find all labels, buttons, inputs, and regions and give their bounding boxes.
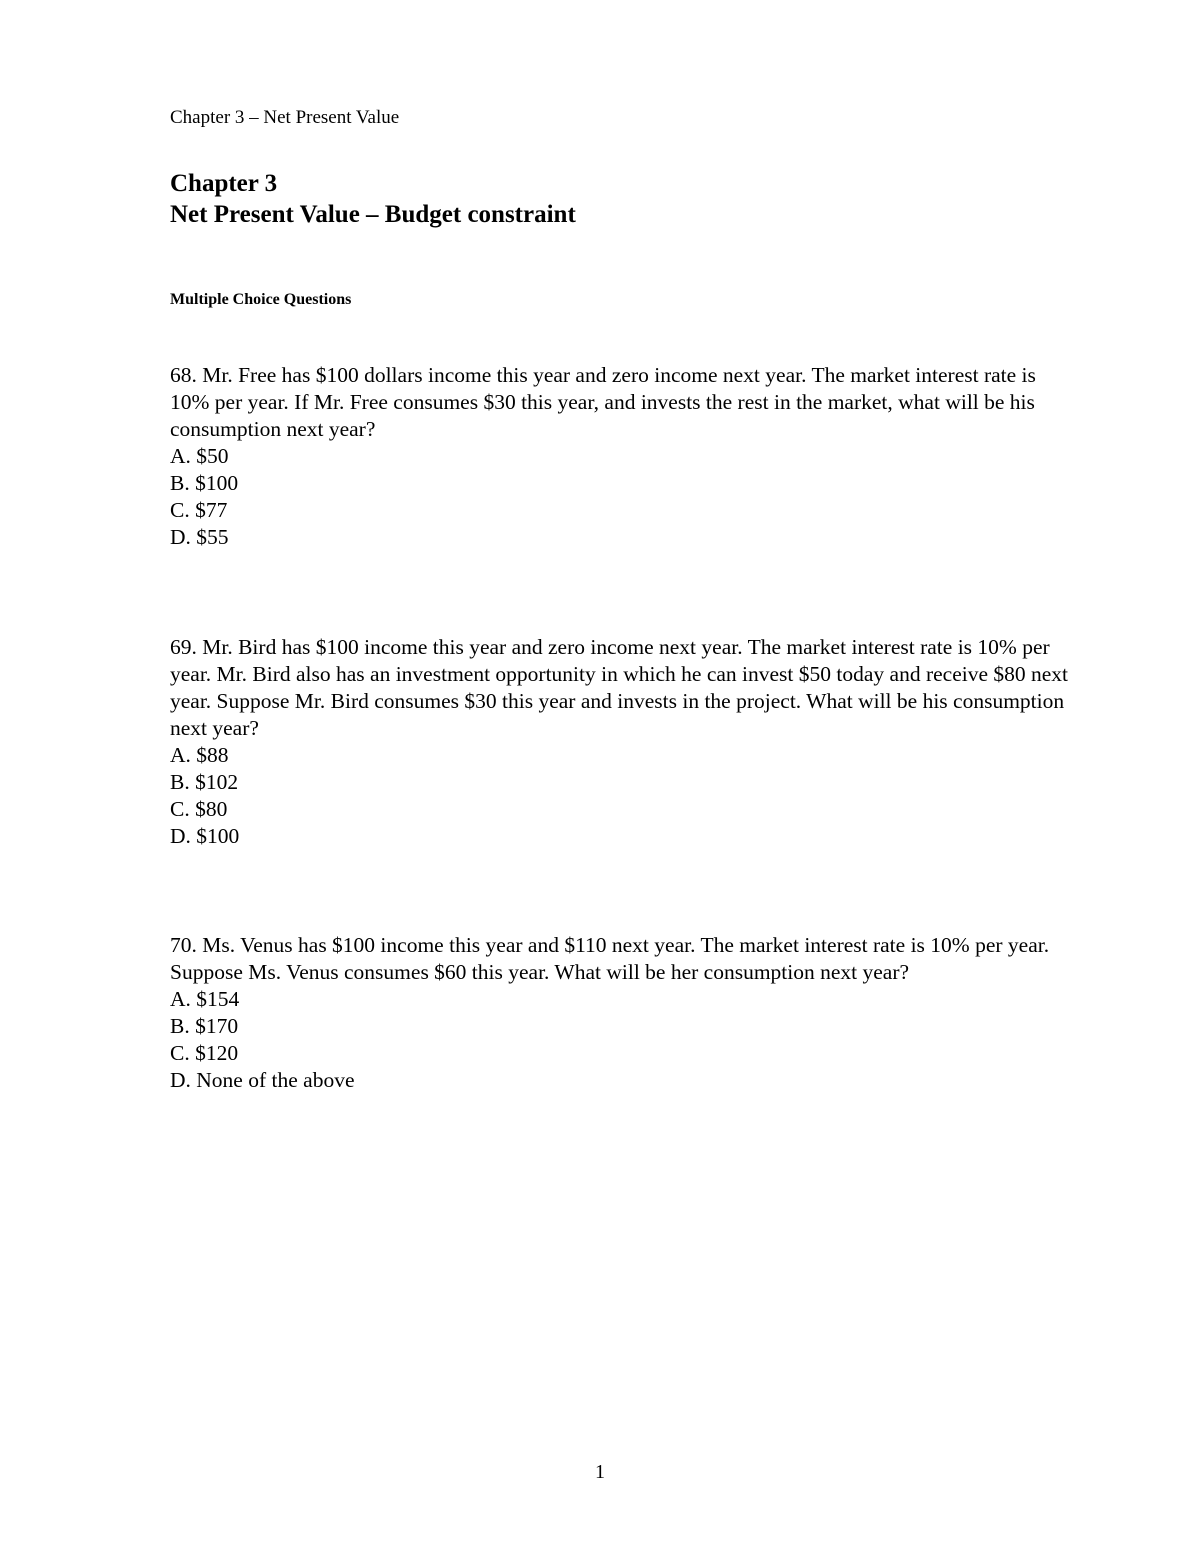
question-stem: 69. Mr. Bird has $100 income this year and zero income next year. The market interest rate is 10% per year. Mr. Bird also has an investment opportunity in which he can invest $50 today and receive $80 next year. Suppose Mr. Bird consumes $30 this year and invests in the project. What will be his consumption next year? <box>170 635 1069 740</box>
option-c: C. $80 <box>170 797 228 821</box>
section-heading: Multiple Choice Questions <box>170 291 352 308</box>
question-69 <box>170 634 1070 850</box>
option-b: B. $100 <box>170 471 239 495</box>
option-b: B. $102 <box>170 770 239 794</box>
chapter-number: Chapter 3 <box>170 170 278 197</box>
running-header: Chapter 3 – Net Present Value <box>170 107 400 128</box>
question-68 <box>170 362 1070 551</box>
page-number: 1 <box>595 1461 605 1483</box>
option-c: C. $77 <box>170 498 228 522</box>
option-b: B. $170 <box>170 1014 239 1038</box>
option-d: D. $100 <box>170 824 240 848</box>
option-a: A. $50 <box>170 444 229 468</box>
option-c: C. $120 <box>170 1041 239 1065</box>
chapter-title <box>170 168 576 230</box>
option-d: D. $55 <box>170 525 229 549</box>
question-stem: 68. Mr. Free has $100 dollars income this year and zero income next year. The market interest rate is 10% per year. If Mr. Free consumes $30 this year, and invests the rest in the market, what will be his consumption next year? <box>170 363 1036 441</box>
option-a: A. $154 <box>170 987 240 1011</box>
option-a: A. $88 <box>170 743 229 767</box>
option-d: D. None of the above <box>170 1068 355 1092</box>
question-70 <box>170 932 1070 1094</box>
question-stem: 70. Ms. Venus has $100 income this year and $110 next year. The market interest rate is 10% per year. Suppose Ms. Venus consumes $60 this year. What will be her consumption next year? <box>170 933 1050 984</box>
chapter-subtitle: Net Present Value – Budget constraint <box>170 201 576 228</box>
